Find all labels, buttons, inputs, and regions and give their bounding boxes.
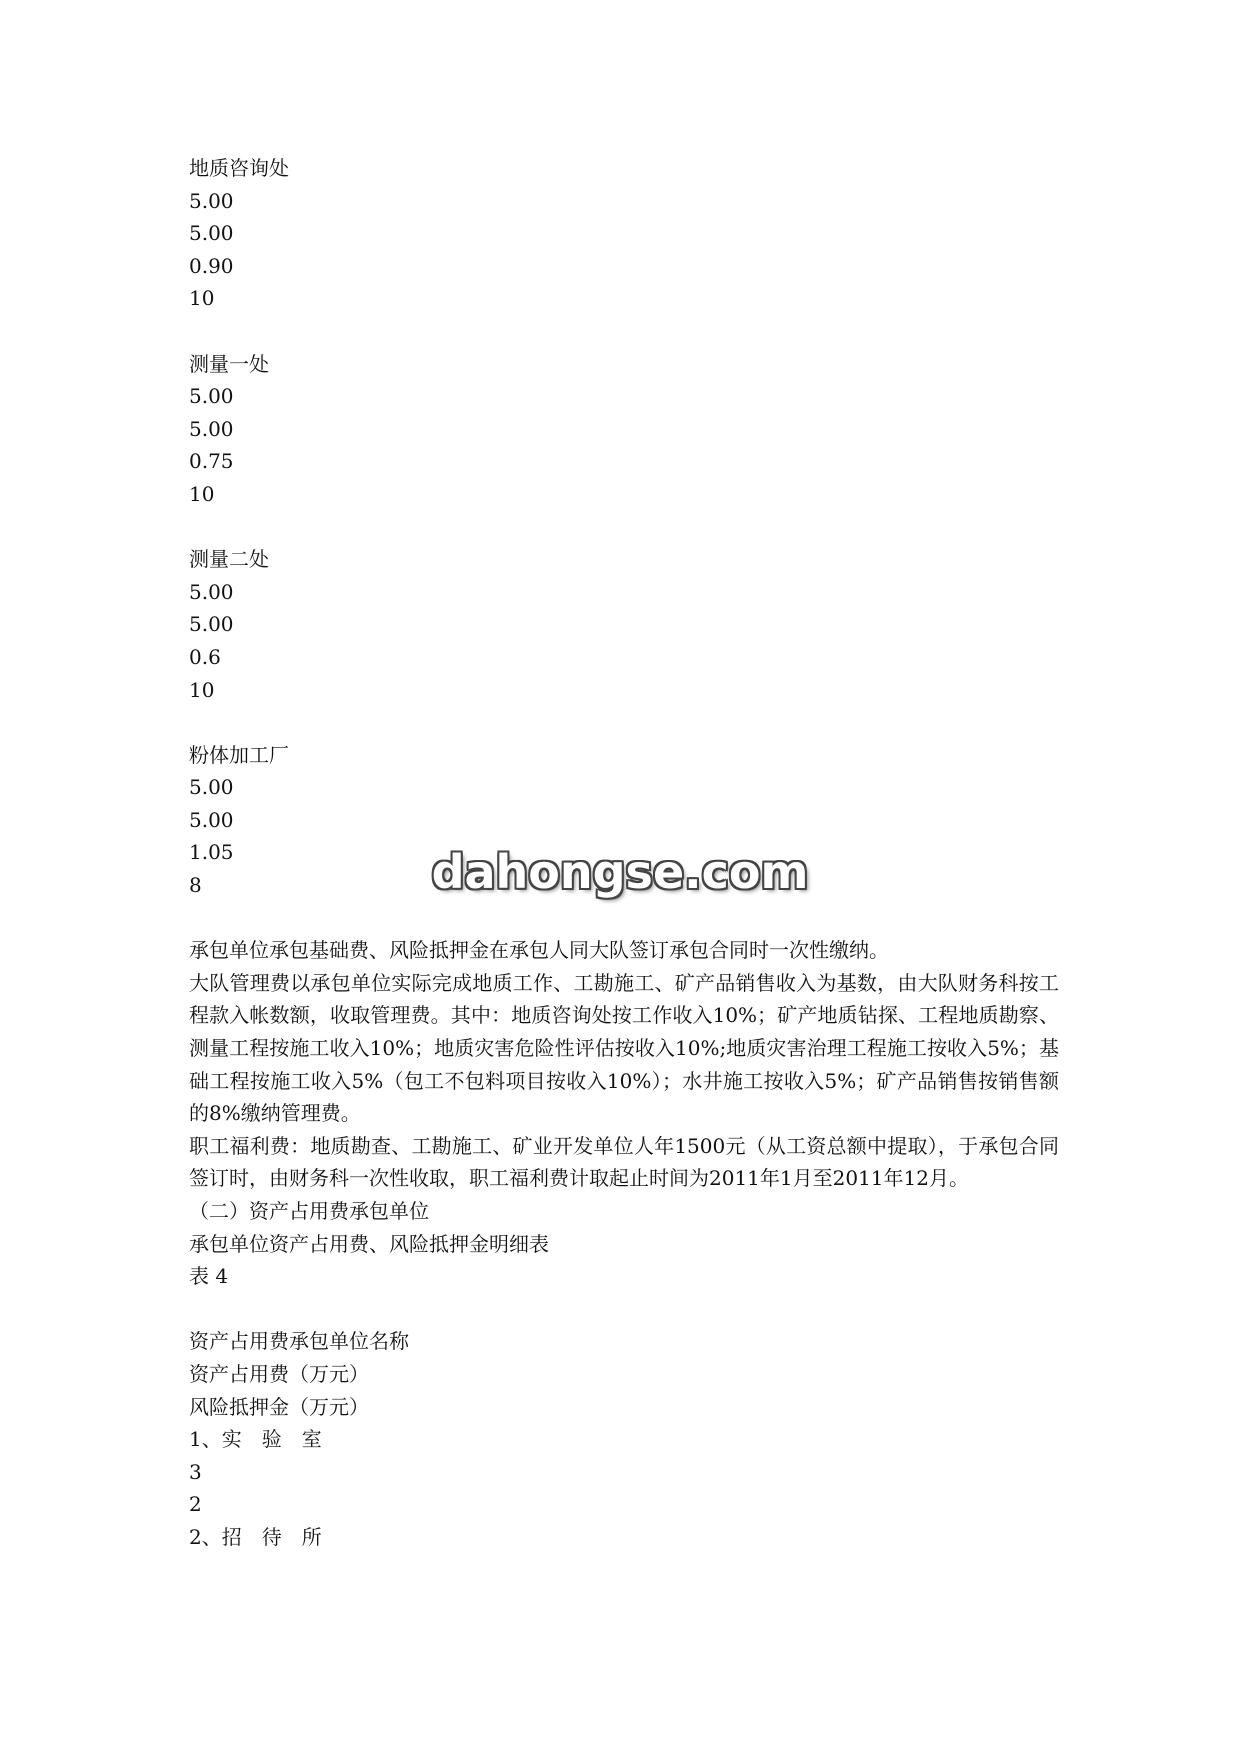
unit-value: 10	[189, 286, 215, 311]
unit-value: 5.00	[189, 775, 234, 800]
paragraph-payment: 承包单位承包基础费、风险抵押金在承包人同大队签订承包合同时一次性缴纳。	[189, 938, 889, 963]
unit-name: 粉体加工厂	[189, 742, 289, 767]
table-title: 承包单位资产占用费、风险抵押金明细表	[189, 1231, 549, 1256]
spacer	[189, 511, 1059, 544]
unit-value: 1.05	[189, 840, 234, 865]
spacer	[189, 1293, 1059, 1326]
table-row-name: 2、招 待 所	[189, 1524, 322, 1549]
unit-value: 0.6	[189, 644, 221, 669]
watermark: dahongse.com	[431, 845, 809, 899]
unit-name: 地质咨询处	[189, 156, 289, 180]
unit-value: 5.00	[189, 612, 234, 637]
table-header: 风险抵押金（万元）	[189, 1394, 369, 1419]
unit-value: 0.75	[189, 449, 234, 474]
table-row-name: 1、实 验 室	[189, 1427, 322, 1452]
paragraph-management-fee: 大队管理费以承包单位实际完成地质工作、工勘施工、矿产品销售收入为基数，由大队财务科按工程款入帐数额，收取管理费。其中：地质咨询处按工作收入10%；矿产地质钻探、工程地质勘察、测量工程按施工收入10%；地质灾害危险性评估按收入10%;地质灾害治理工程施工按收入5%；基础工程按施工收入5%（包工不包料项目按收入10%）；水井施工按收入5%；矿产品销售按销售额的8%缴纳管理费。	[189, 970, 1059, 1126]
unit-name: 测量二处	[189, 547, 269, 572]
table-number: 表 4	[189, 1264, 229, 1289]
table-cell: 2	[189, 1492, 202, 1517]
unit-value: 5.00	[189, 579, 234, 604]
spacer	[189, 315, 1059, 348]
unit-value: 5.00	[189, 188, 234, 213]
table-header: 资产占用费承包单位名称	[189, 1329, 409, 1354]
unit-value: 10	[189, 677, 215, 702]
unit-value: 5.00	[189, 384, 234, 409]
unit-value: 10	[189, 481, 215, 506]
spacer	[189, 902, 1059, 935]
table-header: 资产占用费（万元）	[189, 1361, 369, 1386]
section-heading: （二）资产占用费承包单位	[189, 1199, 429, 1223]
table-cell: 3	[189, 1459, 202, 1484]
unit-value: 5.00	[189, 416, 234, 441]
unit-value: 8	[189, 873, 202, 898]
unit-value: 5.00	[189, 807, 234, 832]
paragraph-welfare-fee: 职工福利费：地质勘查、工勘施工、矿业开发单位人年1500元（从工资总额中提取），于承包合同签订时，由财务科一次性收取，职工福利费计取起止时间为2011年1月至2011年12月。	[189, 1133, 1059, 1191]
unit-value: 5.00	[189, 221, 234, 246]
spacer	[189, 706, 1059, 739]
unit-value: 0.90	[189, 253, 234, 278]
unit-name: 测量一处	[189, 351, 269, 376]
